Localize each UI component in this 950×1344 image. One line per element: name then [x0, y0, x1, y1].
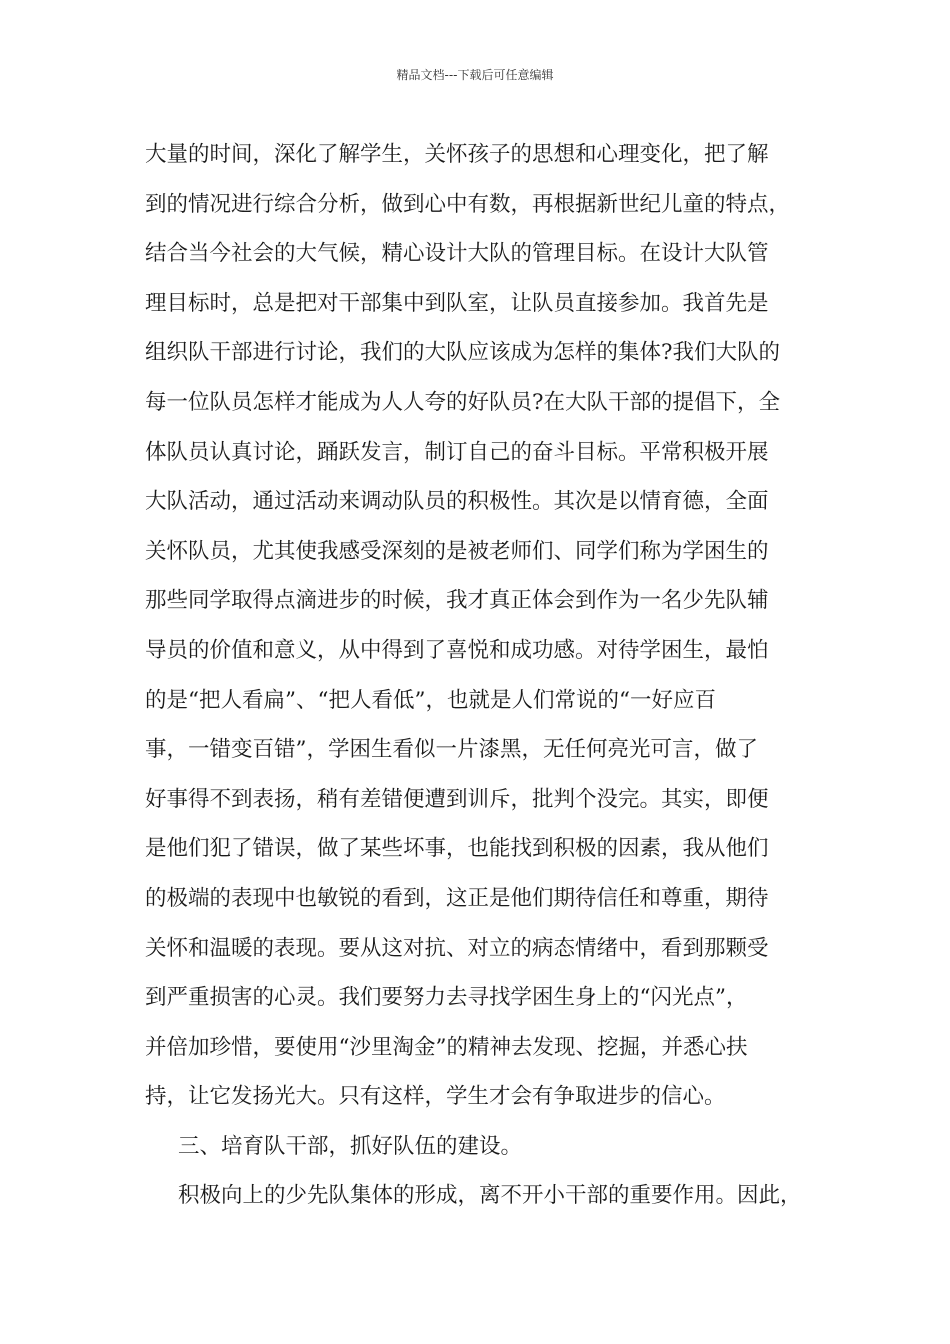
body-line: 是他们犯了错误，做了某些坏事，也能找到积极的因素，我从他们 — [145, 836, 769, 862]
body-line: 到的情况进行综合分析，做到心中有数，再根据新世纪儿童的特点， — [145, 191, 791, 217]
body-line: 那些同学取得点滴进步的时候，我才真正体会到作为一名少先队辅 — [145, 588, 769, 614]
body-line: 理目标时，总是把对干部集中到队室，让队员直接参加。我首先是 — [145, 290, 769, 316]
body-line: 大队活动，通过活动来调动队员的积极性。其次是以情育德，全面 — [145, 489, 769, 515]
body-line: 关怀和温暖的表现。要从这对抗、对立的病态情绪中，看到那颗受 — [145, 935, 769, 961]
body-line: 每一位队员怎样才能成为人人夸的好队员?在大队干部的提倡下，全 — [145, 389, 781, 415]
body-line: 到严重损害的心灵。我们要努力去寻找学困生身上的“闪光点”， — [145, 985, 748, 1011]
body-line: 积极向上的少先队集体的形成，离不开小干部的重要作用。因此， — [178, 1183, 802, 1209]
body-line: 导员的价值和意义，从中得到了喜悦和成功感。对待学困生，最怕 — [145, 637, 769, 663]
body-line: 的极端的表现中也敏锐的看到，这正是他们期待信任和尊重，期待 — [145, 885, 769, 911]
body-line: 事，一错变百错”，学困生看似一片漆黑，无任何亮光可言，做了 — [145, 737, 758, 763]
section-heading: 三、培育队干部，抓好队伍的建设。 — [178, 1133, 523, 1159]
document-body — [145, 130, 825, 1221]
body-line: 并倍加珍惜，要使用“沙里淘金”的精神去发现、挖掘，并悉心扶 — [145, 1034, 748, 1060]
body-line: 大量的时间，深化了解学生，关怀孩子的思想和心理变化，把了解 — [145, 142, 769, 167]
body-line: 结合当今社会的大气候，精心设计大队的管理目标。在设计大队管 — [145, 241, 769, 267]
body-line: 组织队干部进行讨论，我们的大队应该成为怎样的集体?我们大队的 — [145, 340, 781, 366]
body-line: 好事得不到表扬，稍有差错便遭到训斥，批判个没完。其实，即便 — [145, 786, 769, 812]
body-line: 持，让它发扬光大。只有这样，学生才会有争取进步的信心。 — [145, 1084, 726, 1110]
body-line: 的是“把人看扁”、“把人看低”，也就是人们常说的“一好应百 — [145, 687, 716, 713]
page-header: 精品文档---下载后可任意编辑 — [396, 68, 554, 82]
body-line: 体队员认真讨论，踊跃发言，制订自己的奋斗目标。平常积极开展 — [145, 439, 769, 465]
body-line: 关怀队员，尤其使我感受深刻的是被老师们、同学们称为学困生的 — [145, 538, 769, 564]
